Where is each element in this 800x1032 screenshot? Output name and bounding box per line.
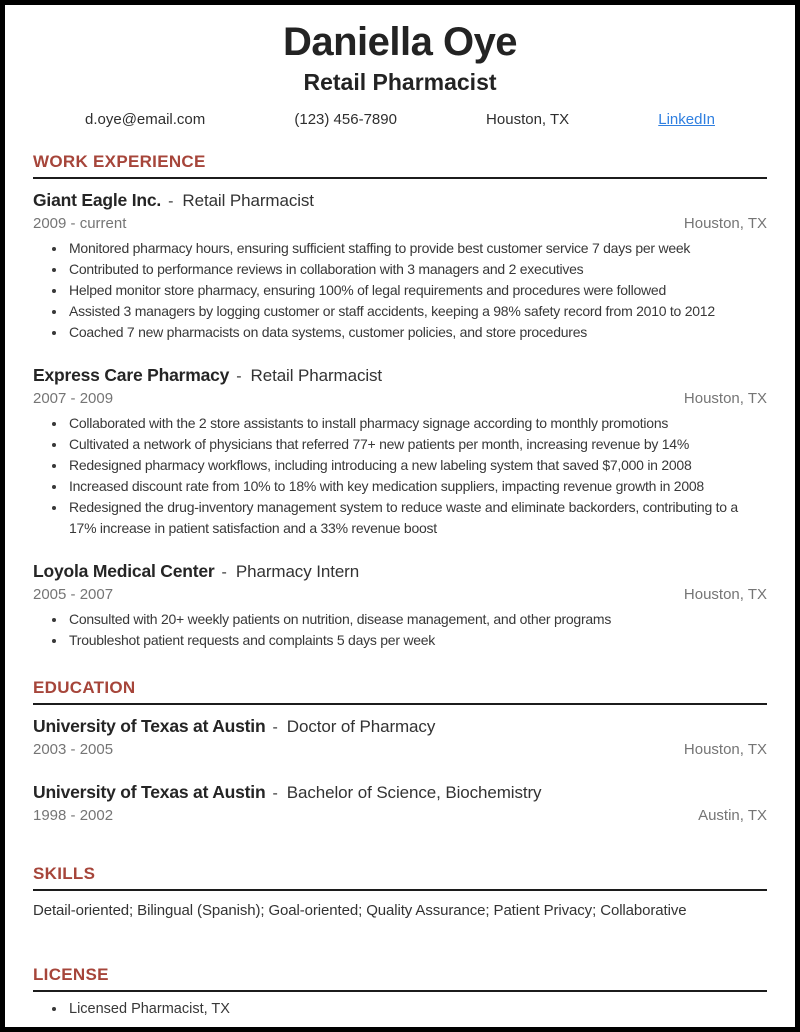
license-heading: LICENSE [33, 965, 767, 992]
linkedin-link[interactable]: LinkedIn [658, 111, 715, 128]
entry-title [33, 188, 767, 214]
degree-name: Doctor of Pharmacy [286, 717, 436, 736]
entry-meta [33, 740, 767, 760]
school-name: University of Texas at Austin [33, 782, 266, 802]
entry-title [33, 780, 767, 806]
title-separator: - [236, 368, 242, 385]
bullet-item: • Monitored pharmacy hours, ensuring sufficient staffing to provide best customer service 7 days per week [67, 238, 767, 259]
entry-title [33, 363, 767, 389]
skills-heading: SKILLS [33, 864, 767, 891]
bullet-list [33, 609, 767, 651]
bullet-item: • Redesigned the drug-inventory management system to reduce waste and eliminate backorders, contributing to a 17% increase in patient satisfaction and a 33% revenue boost [67, 497, 767, 539]
bullet-item: • Increased discount rate from 10% to 18% with key medication suppliers, impacting revenue growth in 2008 [67, 476, 767, 497]
resume-header [33, 19, 767, 128]
education-entry [33, 780, 767, 826]
entry-meta [33, 585, 767, 605]
license-list [33, 999, 767, 1020]
contact-row [85, 111, 715, 128]
title-separator: - [272, 785, 278, 802]
skills-text: Detail-oriented; Bilingual (Spanish); Goal-oriented; Quality Assurance; Patient Privacy; Collaborative [33, 902, 687, 919]
work-entry [33, 363, 767, 539]
work-entry [33, 188, 767, 343]
degree-name: Bachelor of Science, Biochemistry [286, 783, 542, 802]
person-name: Daniella Oye [282, 20, 518, 64]
entry-location: Houston, TX [683, 586, 767, 603]
bullet-list [33, 413, 767, 539]
entry-title [33, 714, 767, 740]
contact-phone: (123) 456-7890 [294, 111, 397, 128]
date-range: 2009 - current [33, 215, 127, 232]
company-name: Giant Eagle Inc. [33, 190, 162, 210]
bullet-item: • Collaborated with the 2 store assistants to install pharmacy signage according to monthly promotions [67, 413, 767, 434]
school-name: University of Texas at Austin [33, 716, 266, 736]
license-item: • Licensed Pharmacist, TX [67, 999, 767, 1020]
title-separator: - [221, 564, 227, 581]
entry-location: Austin, TX [698, 807, 767, 824]
bullet-item: • Consulted with 20+ weekly patients on nutrition, disease management, and other programs [67, 609, 767, 630]
entry-title [33, 559, 767, 585]
entry-meta [33, 214, 767, 234]
education-entry [33, 714, 767, 760]
bullet-item: • Redesigned pharmacy workflows, including introducing a new labeling system that saved $7,000 in 2008 [67, 455, 767, 476]
bullet-item: • Assisted 3 managers by logging customer or staff accidents, keeping a 98% safety record from 2010 to 2012 [67, 301, 767, 322]
work-experience-heading: WORK EXPERIENCE [33, 152, 767, 179]
entry-meta [33, 389, 767, 409]
work-entry [33, 559, 767, 651]
date-range: 2007 - 2009 [33, 390, 114, 407]
contact-email: d.oye@email.com [85, 111, 206, 128]
date-range: 2005 - 2007 [33, 586, 114, 603]
bullet-list [33, 238, 767, 343]
contact-location: Houston, TX [486, 111, 570, 128]
job-role: Retail Pharmacist [182, 191, 314, 210]
bullet-item: • Troubleshot patient requests and complaints 5 days per week [67, 630, 767, 651]
company-name: Express Care Pharmacy [33, 365, 230, 385]
entry-location: Houston, TX [683, 390, 767, 407]
entry-meta [33, 806, 767, 826]
entry-location: Houston, TX [683, 741, 767, 758]
company-name: Loyola Medical Center [33, 561, 215, 581]
bullet-item: • Helped monitor store pharmacy, ensuring 100% of legal requirements and procedures were followed [67, 280, 767, 301]
bullet-item: • Contributed to performance reviews in collaboration with 3 managers and 2 executives [67, 259, 767, 280]
education-heading: EDUCATION [33, 678, 767, 705]
title-separator: - [272, 719, 278, 736]
bullet-item: • Cultivated a network of physicians that referred 77+ new patients per month, increasing revenue by 14% [67, 434, 767, 455]
title-separator: - [168, 193, 174, 210]
person-title: Retail Pharmacist [303, 69, 497, 95]
bullet-item: • Coached 7 new pharmacists on data systems, customer policies, and store procedures [67, 322, 767, 343]
date-range: 2003 - 2005 [33, 741, 114, 758]
date-range: 1998 - 2002 [33, 807, 114, 824]
job-role: Pharmacy Intern [235, 562, 360, 581]
entry-location: Houston, TX [683, 215, 767, 232]
job-role: Retail Pharmacist [250, 366, 383, 385]
